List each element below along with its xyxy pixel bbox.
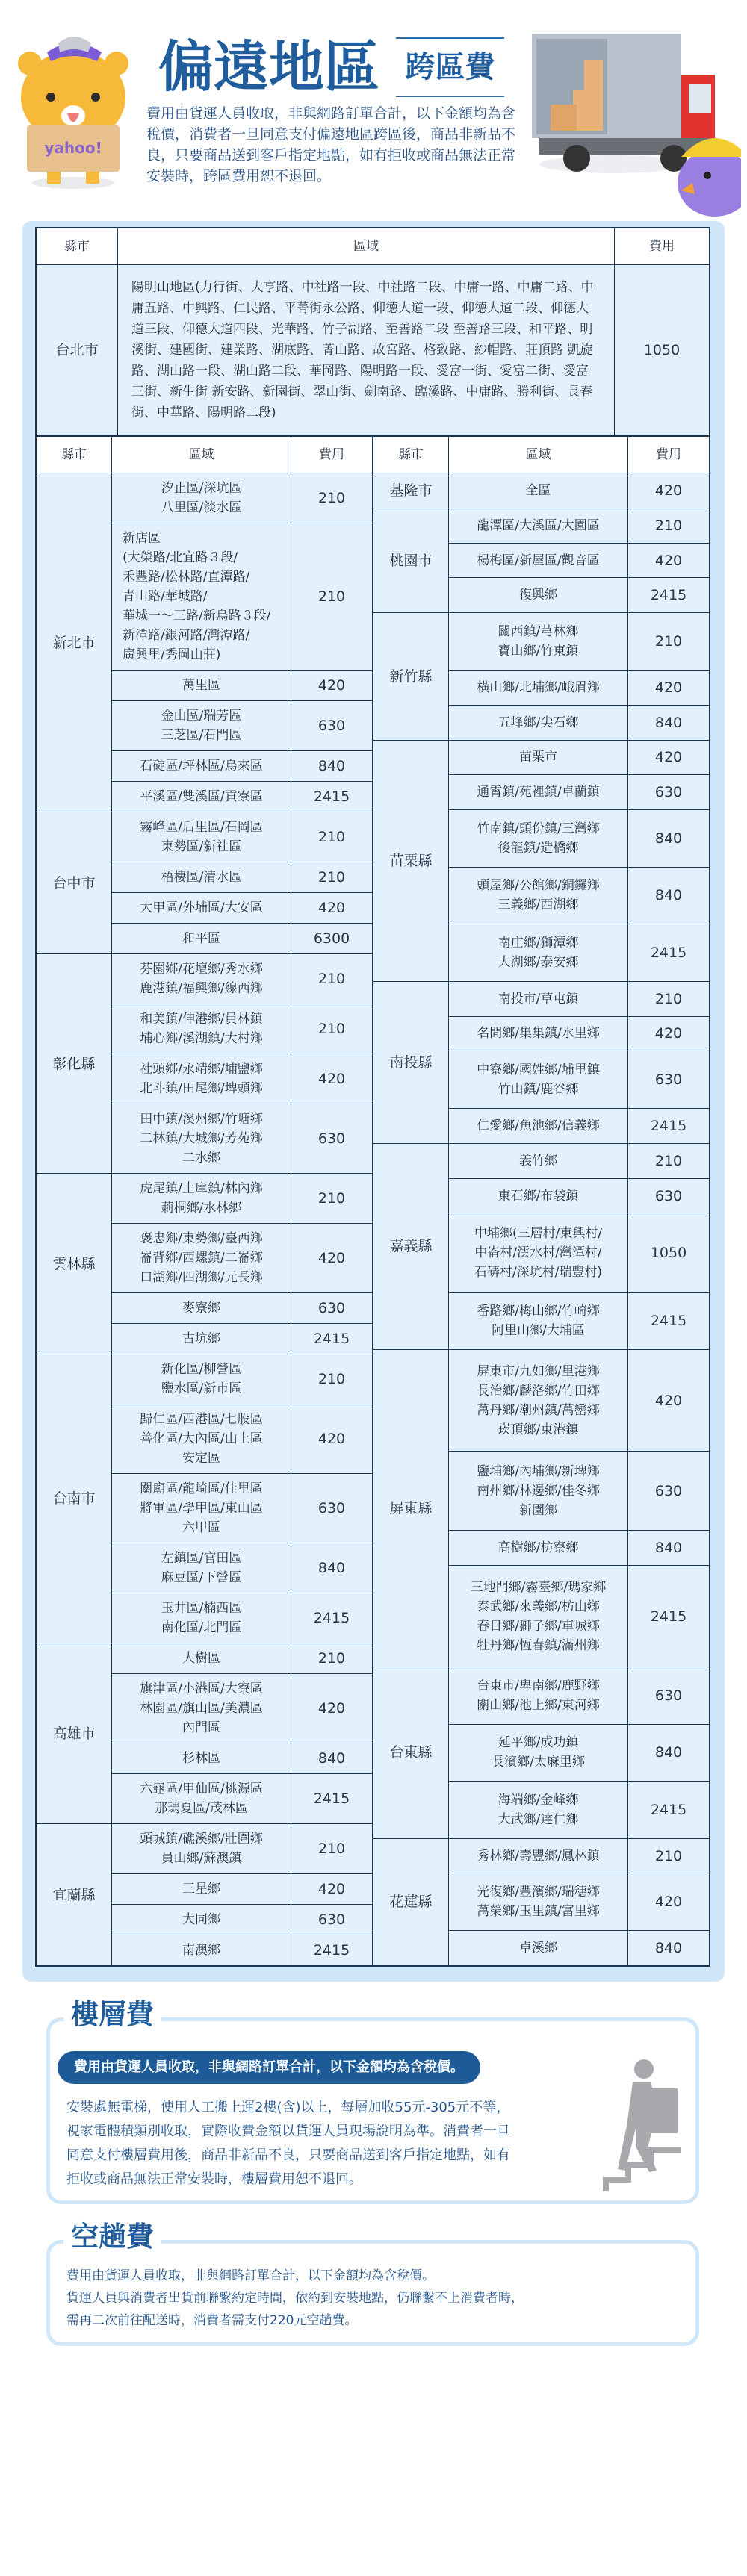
area-cell: 虎尾鎮/土庫鎮/林內鄉 莿桐鄉/水林鄉 [112,1174,291,1224]
area-cell: 五峰鄉/尖石鄉 [449,705,628,740]
fee-cell: 210 [291,862,373,893]
taipei-table [36,228,710,436]
area-cell: 金山區/瑞芳區 三芝區/石門區 [112,701,291,751]
area-cell: 麥寮鄉 [112,1293,291,1324]
area-cell: 芬園鄉/花壇鄉/秀水鄉 鹿港鎮/福興鄉/線西鄉 [112,954,291,1004]
fee-cell: 2415 [628,1782,710,1839]
county-cell: 彰化縣 [37,954,112,1174]
header-fee: 費用 [291,437,373,473]
area-cell: 屏東市/九如鄉/里港鄉 長治鄉/麟洛鄉/竹田鄉 萬丹鄉/潮州鎮/萬巒鄉 崁頂鄉/東港鎮 [449,1350,628,1452]
header-row [374,437,710,473]
area-cell: 卓溪鄉 [449,1931,628,1966]
county-cell: 高雄市 [37,1643,112,1824]
area-cell: 頭城鎮/礁溪鄉/壯圍鄉 員山鄉/蘇澳鎮 [112,1824,291,1874]
county-cell: 台中市 [37,812,112,954]
fee-cell: 840 [291,751,373,782]
area-cell: 旗津區/小港區/大寮區 林園區/旗山區/美濃區 內門區 [112,1674,291,1743]
county-cell: 基隆市 [374,473,449,508]
area-cell: 竹南鎮/頭份鎮/三灣鄉 後龍鎮/造橋鄉 [449,810,628,868]
county-cell: 花蓮縣 [374,1838,449,1965]
fee-cell: 420 [291,671,373,701]
fee-cell: 210 [628,508,710,543]
empty-trip-fee-title: 空趟費 [63,2218,161,2256]
area-cell: 左鎮區/官田區 麻豆區/下營區 [112,1543,291,1593]
fee-cell: 6300 [291,924,373,954]
area-cell: 南投市/草屯鎮 [449,981,628,1016]
empty-trip-fee-section [46,2221,699,2346]
fee-cell: 840 [628,1531,710,1566]
fee-cell: 210 [628,1838,710,1873]
fee-table [35,227,710,1967]
fee-cell: 840 [628,705,710,740]
area-cell: 平溪區/雙溪區/貢寮區 [112,782,291,812]
fee-cell: 210 [628,1143,710,1178]
area-cell: 名間鄉/集集鎮/水里鄉 [449,1016,628,1051]
table-row [374,1143,710,1178]
fee-cell: 630 [291,701,373,751]
fee-cell: 420 [291,1874,373,1905]
fee-cell: 420 [628,1350,710,1452]
header-fee: 費用 [628,437,710,473]
fee-cell: 2415 [291,1935,373,1966]
area-cell: 楊梅區/新屋區/觀音區 [449,543,628,578]
area-cell: 東石鄉/布袋鎮 [449,1178,628,1213]
fee-cell: 210 [291,954,373,1004]
area-cell: 台東市/卑南鄉/鹿野鄉 關山鄉/池上鄉/東河鄉 [449,1667,628,1725]
fee-cell: 2415 [628,1108,710,1143]
fee-cell: 210 [291,1004,373,1054]
fee-cell: 2415 [291,1593,373,1643]
fee-cell: 2415 [291,1324,373,1354]
area-cell: 田中鎮/溪州鄉/竹塘鄉 二林鎮/大城鄉/芳苑鄉 二水鄉 [112,1104,291,1174]
right-half [373,436,710,1966]
hero-banner [0,0,747,217]
fee-cell: 840 [291,1543,373,1593]
area-cell: 龍潭區/大溪區/大園區 [449,508,628,543]
area-cell: 和平區 [112,924,291,954]
fee-cell: 2415 [628,1566,710,1667]
county-cell: 苗栗縣 [374,740,449,981]
table-row [37,954,373,1004]
header-area: 區域 [449,437,628,473]
area-cell: 石碇區/坪林區/烏來區 [112,751,291,782]
header-row [37,437,373,473]
fee-cell: 420 [291,893,373,924]
person-carrying-box-upstairs-icon [603,2059,685,2193]
header-county: 縣市 [37,228,118,265]
fee-cell: 630 [628,1452,710,1531]
county-tables [36,436,710,1966]
page-subtitle: 跨區費 [396,37,504,97]
county-cell: 南投縣 [374,981,449,1143]
fee-cell: 210 [291,1354,373,1404]
table-row [37,473,373,523]
fee-cell: 210 [291,812,373,862]
fee-cell: 630 [628,1051,710,1109]
fee-cell: 420 [628,670,710,705]
area-cell: 霧峰區/后里區/石岡區 東勢區/新社區 [112,812,291,862]
left-half [36,436,373,1966]
area-cell: 中寮鄉/國姓鄉/埔里鎮 竹山鎮/鹿谷鄉 [449,1051,628,1109]
area-cell: 三星鄉 [112,1874,291,1905]
fee-cell: 630 [628,775,710,810]
fee-cell: 2415 [628,1292,710,1350]
area-cell: 關廟區/龍崎區/佳里區 將軍區/學甲區/東山區 六甲區 [112,1474,291,1543]
area-cell: 三地門鄉/霧臺鄉/瑪家鄉 泰武鄉/來義鄉/枋山鄉 春日鄉/獅子鄉/車城鄉 牡丹鄉/恆春鎮/滿州鄉 [449,1566,628,1667]
floor-fee-notice: 費用由貨運人員收取，非與網路訂單合計，以下金額均為含稅價。 [58,2051,480,2084]
fee-cell: 840 [628,867,710,924]
hero-description: 費用由貨運人員收取，非與網路訂單合計，以下金額均為含稅價，消費者一旦同意支付偏遠地區跨區後，商品非新品不良，只要商品送到客戶指定地點，如有拒收或商品無法正常安裝時，跨區費用恕不退回。 [146,105,516,184]
county-cell: 台南市 [37,1354,112,1643]
area-cell: 六龜區/甲仙區/桃源區 那瑪夏區/茂林區 [112,1774,291,1824]
fee-cell: 2415 [291,782,373,812]
county-cell: 雲林縣 [37,1174,112,1354]
fee-cell: 210 [628,613,710,671]
box-logo: yahoo! [44,139,102,157]
area-cell: 梧棲區/清水區 [112,862,291,893]
header-fee: 費用 [615,228,710,265]
truck-and-chick-icon [532,30,741,217]
area-cell: 鹽埔鄉/內埔鄉/新埤鄉 南州鄉/林邊鄉/佳冬鄉 新園鄉 [449,1452,628,1531]
area-cell: 汐止區/深坑區 八里區/淡水區 [112,473,291,523]
table-row [37,1354,373,1404]
fee-cell: 840 [628,1931,710,1966]
fee-cell: 840 [291,1743,373,1774]
fee-cell: 630 [628,1178,710,1213]
area-cell: 義竹鄉 [449,1143,628,1178]
county-cell: 嘉義縣 [374,1143,449,1349]
fee-cell: 630 [291,1104,373,1174]
fee-cell: 210 [291,1643,373,1674]
empty-trip-fee-body: 費用由貨運人員收取，非與網路訂單合計，以下金額均為含稅價。 貨運人員與消費者出貨前聯繫約定時間，依約到安裝地點，仍聯繫不上消費者時， 需再二次前往配送時，消費者需支付220元空趟費。 [66,2268,524,2328]
area-cell: 社頭鄉/永靖鄉/埔鹽鄉 北斗鎮/田尾鄉/埤頭鄉 [112,1054,291,1104]
floor-fee-section [46,1998,699,2204]
county-cell: 新竹縣 [374,613,449,740]
fee-cell: 420 [628,543,710,578]
fee-cell: 210 [628,981,710,1016]
area-cell: 海端鄉/金峰鄉 大武鄉/達仁鄉 [449,1782,628,1839]
table-row [374,508,710,543]
fee-cell: 2415 [628,924,710,982]
fee-cell: 2415 [291,1774,373,1824]
area-cell: 歸仁區/西港區/七股區 善化區/大內區/山上區 安定區 [112,1404,291,1474]
page-title: 偏遠地區 [158,35,379,99]
area-cell: 古坑鄉 [112,1324,291,1354]
area-cell: 延平鄉/成功鎮 長濱鄉/太麻里鄉 [449,1724,628,1782]
table-row [37,1824,373,1874]
header-county: 縣市 [374,437,449,473]
county-cell: 宜蘭縣 [37,1824,112,1966]
area-cell: 玉井區/楠西區 南化區/北門區 [112,1593,291,1643]
table-row [374,1838,710,1873]
fee-cell: 210 [291,1174,373,1224]
county-cell: 屏東縣 [374,1350,449,1667]
area-cell: 新店區 (大榮路/北宜路３段/ 禾豐路/松林路/直潭路/ 青山路/華城路/ 華城一～三路/新烏路３段/ 新潭路/銀河路/灣潭路/ 廣興里/秀岡山莊) [112,523,291,671]
right-county-table [373,436,710,1966]
county-cell: 桃園市 [374,508,449,612]
area-cell: 橫山鄉/北埔鄉/峨眉鄉 [449,670,628,705]
fee-cell: 420 [291,1054,373,1104]
area-cell: 中埔鄉(三層村/東興村/ 中崙村/澐水村/灣潭村/ 石硦村/深坑村/瑞豐村) [449,1213,628,1292]
area-cell: 新化區/柳營區 鹽水區/新市區 [112,1354,291,1404]
area-cell: 復興鄉 [449,578,628,613]
fee-cell: 420 [291,1224,373,1293]
header-area: 區域 [118,228,615,265]
county-cell: 台北市 [37,265,118,436]
area-cell: 全區 [449,473,628,508]
fee-cell: 1050 [628,1213,710,1292]
fee-cell: 210 [291,473,373,523]
table-row [37,1174,373,1224]
fee-cell: 840 [628,1724,710,1782]
area-cell: 光復鄉/豐濱鄉/瑞穗鄉 萬榮鄉/玉里鎮/富里鄉 [449,1873,628,1931]
fee-cell: 630 [291,1474,373,1543]
fee-cell: 420 [628,473,710,508]
county-cell: 新北市 [37,473,112,812]
table-row [37,265,710,436]
area-cell: 大同鄉 [112,1905,291,1935]
floor-fee-body: 安裝處無電梯，使用人工搬上運2樓(含)以上，每層加收55元-305元不等， 視家電體積類別收取，實際收費金額以貨運人員現場說明為準。消費者一旦 同意支付樓層費用後，商品非新品不良，只要商品送到客戶指定地點，如有 拒收或商品無法正常安裝時，樓層費用恕不退回。 [66,2100,510,2187]
area-cell: 陽明山地區(力行街、大亨路、中社路一段、中社路二段、中庸一路、中庸二路、中庸五路、中興路、仁民路、平菁街永公路、仰德大道一段、仰德大道二段、仰德大道三段、仰德大道四段、光華路、竹子湖路、至善路二段 至善路三段、和平路、明溪街、建國街、建業路、湖底路、菁山路、故宮路、格致路、紗帽路、莊頂路 凱旋路、湖山路一段、湖山路二段、華岡路、陽明路一段、愛富一街、愛富二街、愛富三街、新生街 新安路、新園街、翠山街、劍南路、臨溪路、中庸路、勝利街、長春街、中華路、陽明路二段) [118,265,615,436]
fee-cell: 420 [628,740,710,775]
area-cell: 和美鎮/伸港鄉/員林鎮 埔心鄉/溪湖鎮/大村鄉 [112,1004,291,1054]
fee-cell: 630 [628,1667,710,1725]
tiger-mascot-icon [13,30,133,190]
area-cell: 杉林區 [112,1743,291,1774]
area-cell: 南庄鄉/獅潭鄉 大湖鄉/泰安鄉 [449,924,628,982]
table-row [374,740,710,775]
table-row [374,473,710,508]
table-row [374,1350,710,1452]
area-cell: 苗栗市 [449,740,628,775]
area-cell: 大樹區 [112,1643,291,1674]
area-cell: 關西鎮/芎林鄉 寶山鄉/竹東鎮 [449,613,628,671]
area-cell: 南澳鄉 [112,1935,291,1966]
fee-cell: 420 [628,1016,710,1051]
fee-cell: 420 [628,1873,710,1931]
fee-table-panel [22,221,725,1982]
fee-cell: 210 [291,523,373,671]
fee-cell: 420 [291,1674,373,1743]
table-row [374,981,710,1016]
area-cell: 仁愛鄉/魚池鄉/信義鄉 [449,1108,628,1143]
header-area: 區域 [112,437,291,473]
fee-cell: 420 [291,1404,373,1474]
fee-cell: 630 [291,1293,373,1324]
fee-cell: 2415 [628,578,710,613]
floor-fee-title: 樓層費 [63,1996,161,2033]
area-cell: 通霄鎮/苑裡鎮/卓蘭鎮 [449,775,628,810]
table-row [37,812,373,862]
fee-cell: 840 [628,810,710,868]
fee-cell: 1050 [615,265,710,436]
fee-cell: 630 [291,1905,373,1935]
county-cell: 台東縣 [374,1667,449,1839]
area-cell: 頭屋鄉/公館鄉/銅鑼鄉 三義鄉/西湖鄉 [449,867,628,924]
area-cell: 秀林鄉/壽豐鄉/鳳林鎮 [449,1838,628,1873]
left-county-table [36,436,373,1966]
table-row [37,1643,373,1674]
area-cell: 大甲區/外埔區/大安區 [112,893,291,924]
fee-cell: 210 [291,1824,373,1874]
header-county: 縣市 [37,437,112,473]
area-cell: 褒忠鄉/東勢鄉/臺西鄉 崙背鄉/西螺鎮/二崙鄉 口湖鄉/四湖鄉/元長鄉 [112,1224,291,1293]
area-cell: 番路鄉/梅山鄉/竹崎鄉 阿里山鄉/大埔區 [449,1292,628,1350]
area-cell: 高樹鄉/枋寮鄉 [449,1531,628,1566]
table-row [374,613,710,671]
table-row [374,1667,710,1725]
area-cell: 萬里區 [112,671,291,701]
